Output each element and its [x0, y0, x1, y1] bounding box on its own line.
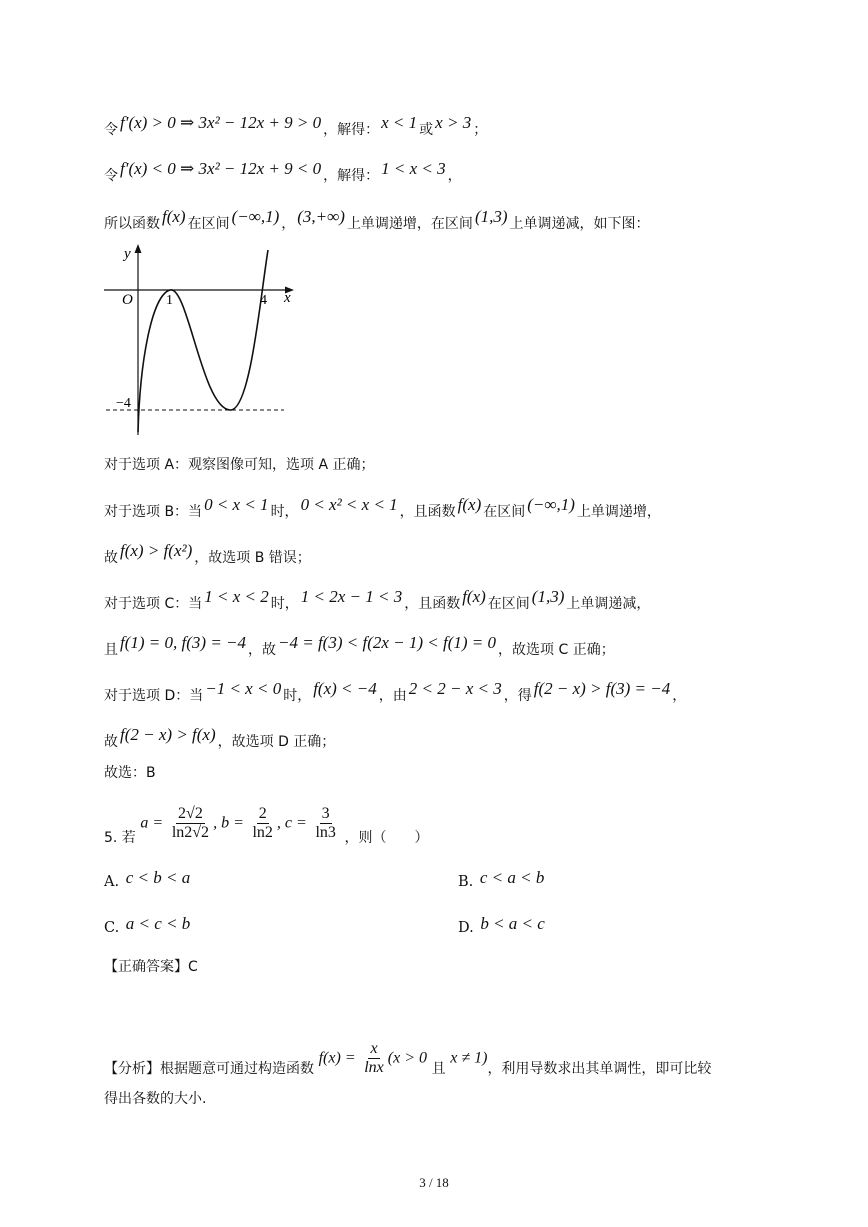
line-monotonic-intervals: 所以函数 f(x) 在区间 (−∞,1) ， (3,+∞) 上单调递增，在区间 (1,3) 上单调递减，如下图：: [104, 207, 650, 232]
function-graph-svg: [100, 240, 300, 440]
choice-c: C. a < c < b: [104, 914, 191, 936]
choice-b: B. c < a < b: [458, 868, 545, 890]
fraction-b: $\frac{2}{\ln 2}$: [252, 805, 273, 841]
y-axis-label: y: [124, 246, 131, 262]
fraction-a: $\frac{2√2}{\ln 2√2}$: [171, 805, 210, 841]
tick-label-4: 4: [260, 293, 267, 308]
line-choice-answer: 故选：B: [104, 765, 156, 781]
tick-label-neg4: −4: [116, 396, 131, 411]
y-axis-arrow: [135, 244, 142, 253]
analysis-function: f(x) = $\frac{x}{\ln x}$ (x > 0: [318, 1040, 427, 1076]
line-option-d-conclusion: 故 f(2 − x) > f(x) ，故选项 D 正确；: [104, 725, 336, 750]
line-option-a: 对于选项 A：观察图像可知，选项 A 正确；: [104, 457, 375, 473]
line-derivative-negative: 令 f′(x) < 0 ⇒ 3x² − 12x + 9 < 0 ，解得： 1 < x < 3 ，: [104, 159, 462, 184]
line-option-b: 对于选项 B：当 0 < x < 1 时， 0 < x² < x < 1 ，且函数 f(x) 在区间 (−∞,1) 上单调递增，: [104, 495, 661, 520]
analysis-line-2: 得出各数的大小.: [104, 1091, 207, 1107]
tick-label-1: 1: [166, 293, 173, 308]
choice-d: D. b < a < c: [458, 914, 545, 936]
q5-expression: a = $\frac{2√2}{\ln 2√2}$ , b = $\frac{2}{\ln 2}$ , c = $\frac{3}{\ln 3}$: [140, 805, 336, 841]
analysis-line-1: 【分析】根据题意可通过构造函数 f(x) = $\frac{x}{\ln x}$ (x > 0 且 x ≠ 1)，利用导数求出其单调性，即可比较: [104, 1040, 712, 1077]
fraction-x-over-lnx: $\frac{x}{\ln x}$: [364, 1040, 384, 1076]
line-option-b-conclusion: 故 f(x) > f(x²) ，故选项 B 错误；: [104, 541, 311, 566]
line-option-d: 对于选项 D：当 −1 < x < 0 时， f(x) < −4 ，由 2 < 2 − x < 3 ，得 f(2 − x) > f(3) = −4 ，: [104, 679, 687, 704]
fraction-c: $\frac{3}{\ln 3}$: [315, 805, 336, 841]
choice-a: A. c < b < a: [104, 868, 191, 890]
question-5-stem: 5. 若 a = $\frac{2√2}{\ln 2√2}$ , b = $\frac{2}{\ln 2}$ , c = $\frac{3}{\ln 3}$ ，则（ ）: [104, 805, 429, 846]
cubic-curve: [138, 250, 268, 432]
page-number: 3 / 18: [419, 1175, 449, 1190]
line-option-c: 对于选项 C：当 1 < x < 2 时， 1 < 2x − 1 < 3 ，且函数 f(x) 在区间 (1,3) 上单调递减，: [104, 587, 651, 612]
function-graph: [100, 240, 300, 440]
line-option-c-conclusion: 且 f(1) = 0, f(3) = −4 ，故 −4 = f(3) < f(2x − 1) < f(1) = 0 ，故选项 C 正确；: [104, 633, 615, 658]
correct-answer: 【正确答案】C: [104, 959, 198, 975]
line-derivative-positive: 令 f′(x) > 0 ⇒ 3x² − 12x + 9 > 0 ，解得： x < 1 或 x > 3 ；: [104, 113, 488, 138]
origin-label: O: [122, 292, 133, 308]
x-axis-label: x: [284, 290, 291, 306]
